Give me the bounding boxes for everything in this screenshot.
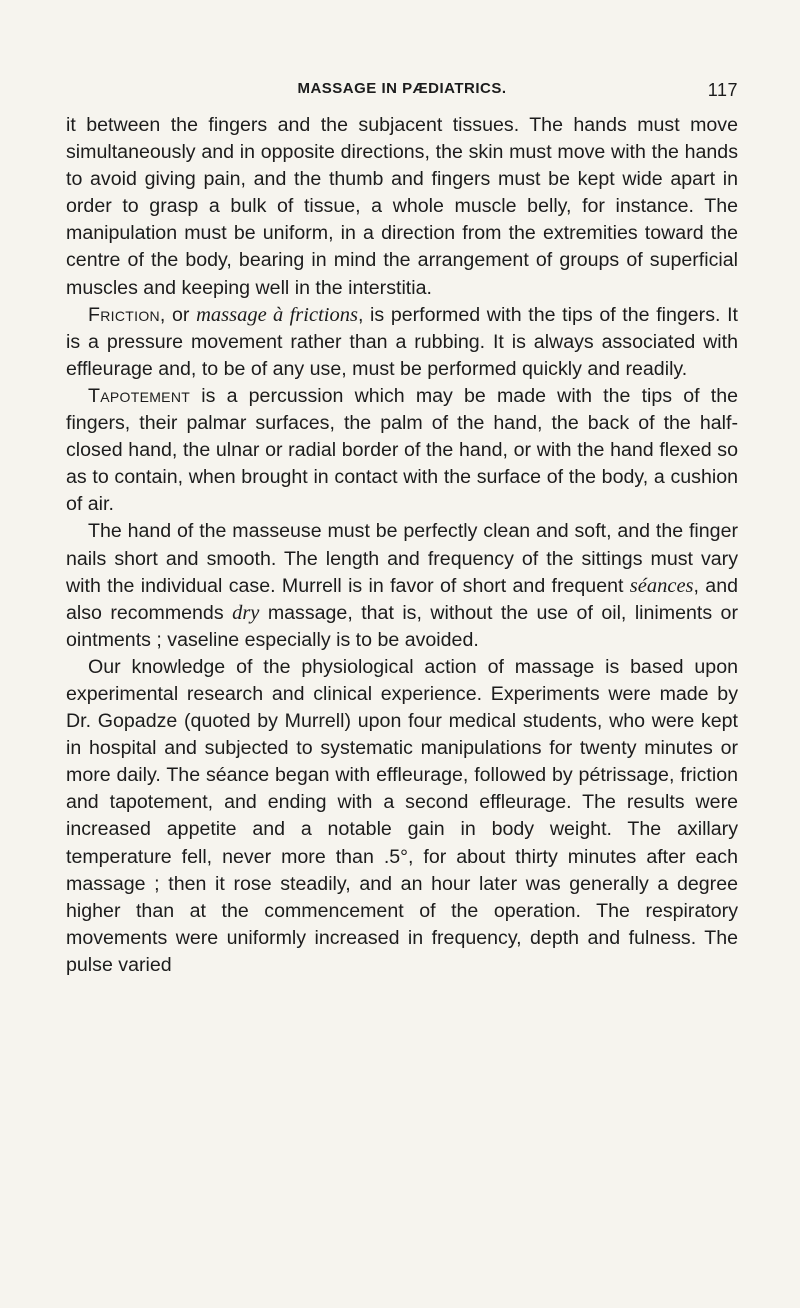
running-header — [66, 78, 738, 106]
term-friction: Friction — [88, 303, 160, 326]
paragraph-continuation: it between the fingers and the subjacent tissues. The hands must move simultaneously and in opposite directions, the skin must move with the hands to avoid giving pain, and the thumb and fingers must be kept wide apart in order to grasp a bulk of tissue, a whole muscle belly, for instance. The manipulation must be uniform, in a direction from the extremities toward the centre of the body, bearing in mind the arrangement of groups of superficial muscles and keeping well in the interstitia. — [66, 114, 738, 299]
paragraph-tapotement — [66, 383, 738, 518]
masseuse-text-a: The hand of the masseuse must be perfectly clean and soft, and the finger nails short and smooth. The length and frequency of the sittings must vary with the individual case. Murrell is in favor of short and frequent — [66, 520, 738, 597]
body-text — [66, 112, 738, 979]
friction-connector: , or — [159, 303, 197, 326]
friction-text: , is performed with the tips of the fingers. It is a pressure movement rather than a rubbing. It is always associated with effleurage and, to be of any use, must be performed quickly and readily. — [66, 303, 738, 380]
masseuse-text-b: , and also recommends — [66, 574, 738, 624]
seances-italic: séances — [629, 574, 694, 597]
paragraph-physiological-action: Our knowledge of the physiological action of massage is based upon experimental research and clinical experience. Experiments were made by Dr. Gopadze (quoted by Murrell) upon four medical students, who were kept in hospital and subjected to systematic manipulations for twenty minutes or more daily. The séance began with effleurage, followed by pétrissage, friction and tapotement, and ending with a second effleurage. The results were increased appetite and a notable gain in body weight. The axillary temperature fell, never more than .5°, for about thirty minutes after each massage ; then it rose steadily, and an hour later was generally a degree higher than at the commencement of the operation. The respiratory movements were uniformly increased in frequency, depth and fulness. The pulse varied — [66, 655, 738, 976]
masseuse-text-c: massage, that is, without the use of oil, liniments or ointments ; vaseline especially is to be avoided. — [66, 601, 738, 651]
friction-italic-phrase: massage à frictions — [196, 303, 358, 326]
tapotement-text: is a percussion which may be made with the tips of the fingers, their palmar surfaces, the palm of the hand, the back of the half-closed hand, the ulnar or radial border of the hand, or with the hand flexed so as to contain, when brought in contact with the surface of the body, a cushion of air. — [66, 384, 738, 516]
paragraph-masseuse — [66, 518, 738, 653]
term-tapotement: Tapotement — [88, 384, 191, 407]
dry-italic: dry — [232, 601, 260, 624]
paragraph-friction — [66, 302, 738, 383]
page-number: 117 — [707, 80, 738, 100]
running-title: MASSAGE IN PÆDIATRICS. — [297, 80, 507, 97]
